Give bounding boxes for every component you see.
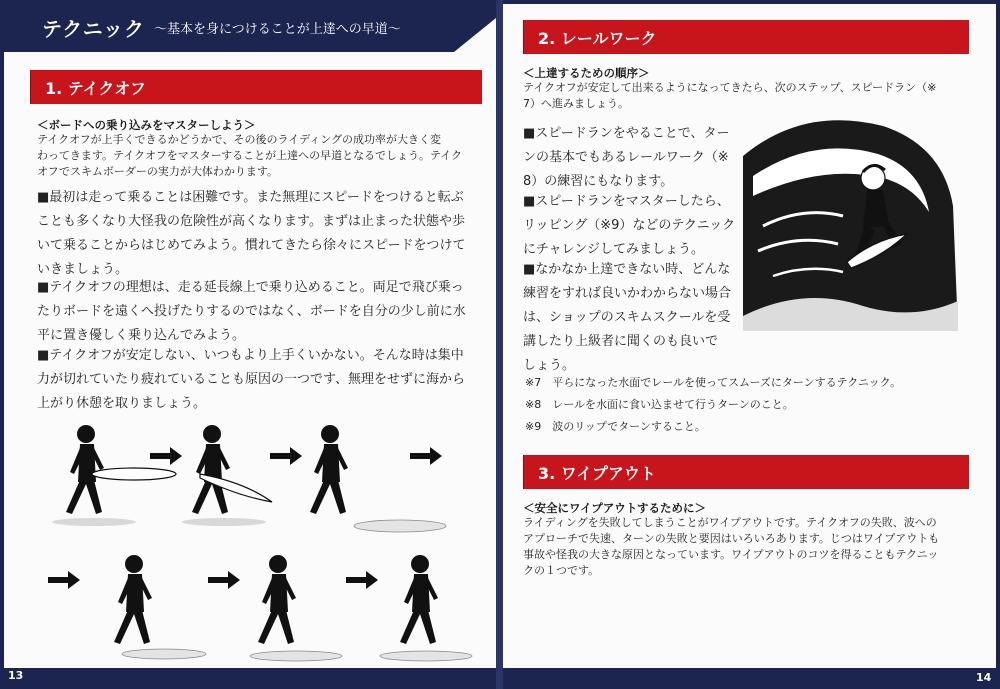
- surfer-figure-icon: [250, 555, 342, 661]
- para-line: 平に置き優しく乗り込んでみよう。: [37, 328, 246, 343]
- section-2-intro: [523, 80, 973, 112]
- body-line: クの１つです。: [523, 564, 600, 577]
- para-line: 力が切れていたり疲れていることも原因の一つです、無理をせずに海から: [37, 372, 465, 387]
- intro-line: テイクオフが安定して出来るようになってきたら、次のステップ、スピードラン（※: [523, 81, 937, 94]
- para-line: ■テイクオフが安定しない、いつもより上手くいかない。そんな時は集中: [37, 348, 464, 363]
- surfer-figure-icon: [114, 555, 206, 659]
- para-line: ンの基本でもあるレールワーク（※: [523, 150, 729, 165]
- footnote-7: ※7 平らになった水面でレールを使ってスムーズにターンするテクニック。: [525, 376, 902, 389]
- chapter-title: テクニック: [42, 17, 145, 41]
- arrow-right-icon: [150, 447, 182, 465]
- intro-line: わってきます。テイクオフをマスターすることが上達への早道となるでしょう。テイク: [37, 149, 463, 162]
- intro-line: テイクオフが上手くできるかどうかで、その後のライディングの成功率が大きく変: [37, 133, 442, 146]
- body-line: ライディングを失敗してしまうことがワイプアウトです。テイクオフの失敗、波への: [523, 516, 937, 529]
- section-3-bar: [523, 455, 969, 489]
- section-2-para-2: [523, 190, 748, 262]
- para-line: リッピング（※9）などのテクニック: [523, 218, 736, 233]
- page-number-left: 13: [8, 669, 24, 682]
- chapter-subtitle: 〜基本を身につけることが上達への早道〜: [154, 22, 401, 37]
- takeoff-sequence-illustration: [24, 404, 484, 666]
- body-line: 事故や怪我の大きな原因となっています。ワイプアウトのコツを得ることもテクニッ: [523, 548, 939, 561]
- para-line: にチャレンジしてみましょう。: [523, 242, 704, 257]
- surfer-figure-icon: [52, 425, 176, 526]
- section-2-subhead: ＜上達するための順序＞: [523, 66, 650, 80]
- arrow-right-icon: [346, 571, 378, 589]
- wave-illustration-icon: [743, 116, 958, 331]
- para-line: ■スピードランをマスターしたら、: [523, 194, 730, 209]
- section-1-subhead: ＜ボードへの乗り込みをマスターしよう＞: [37, 118, 256, 132]
- section-1-intro: [37, 132, 487, 180]
- para-line: 練習をすれば良いかわからない場合: [523, 286, 732, 301]
- chapter-title-band: [4, 4, 496, 50]
- right-page: [503, 4, 996, 668]
- arrow-right-icon: [208, 571, 240, 589]
- section-1-title: 1. テイクオフ: [45, 79, 146, 98]
- footnote-8: ※8 レールを水面に食い込ませて行うターンのこと。: [525, 398, 794, 411]
- para-line: しょう。: [523, 358, 576, 373]
- para-line: 8）の練習にもなります。: [523, 174, 674, 189]
- section-1-para-2: [37, 276, 492, 348]
- surfer-figure-icon: [380, 555, 472, 661]
- left-page: [4, 4, 496, 668]
- section-3-subhead: ＜安全にワイプアウトするために＞: [523, 501, 706, 515]
- section-3-title: 3. ワイプアウト: [538, 464, 656, 483]
- arrow-right-icon: [270, 447, 302, 465]
- surfer-figure-icon: [182, 425, 272, 526]
- book-gutter: [496, 0, 503, 689]
- para-line: ■最初は走って乗ることは困難です。また無理にスピードをつけると転ぶ: [37, 190, 464, 205]
- para-line: たりボードを遠くへ投げたりするのではなく、ボードを自分の少し前に水: [37, 304, 466, 319]
- para-line: ■テイクオフの理想は、走る延長線上で乗り込めること。両足で飛び乗っ: [37, 280, 464, 295]
- body-line: アプローチで失速、ターンの失敗と要因はいろいろあります。じつはワイプアウトも: [523, 532, 940, 545]
- section-2-title: 2. レールワーク: [538, 29, 657, 48]
- intro-line: オフでスキムボーダーの実力が大体わかります。: [37, 165, 279, 178]
- intro-line: 7）へ進みましょう。: [523, 97, 629, 110]
- para-line: ■なかなか上達できない時、どんな: [523, 262, 731, 277]
- arrow-right-icon: [410, 447, 442, 465]
- para-line: いきましょう。: [37, 262, 129, 277]
- para-line: ■スピードランをやることで、ター: [523, 126, 730, 141]
- para-line: は、ショップのスキムスクールを受: [523, 310, 731, 325]
- section-2-bar: [523, 20, 969, 54]
- para-line: ことも多くなり大怪我の危険性が高くなります。まずは止まった状態や歩: [37, 214, 465, 229]
- section-2-para-3: [523, 258, 748, 378]
- surfer-figure-icon: [310, 425, 446, 532]
- section-1-para-1: [37, 186, 492, 282]
- section-2-para-1: [523, 122, 748, 194]
- footnote-9: ※9 波のリップでターンすること。: [525, 420, 706, 433]
- para-line: 講したり上級者に聞くのも良いで: [523, 334, 719, 349]
- para-line: いて乗ることからはじめてみよう。慣れてきたら徐々にスピードをつけて: [37, 238, 466, 253]
- section-1-bar: [30, 70, 482, 104]
- section-3-body: [523, 515, 978, 579]
- page-number-right: 14: [976, 671, 992, 684]
- arrow-right-icon: [48, 571, 80, 589]
- para-line: 上がり休憩を取りましょう。: [37, 396, 207, 411]
